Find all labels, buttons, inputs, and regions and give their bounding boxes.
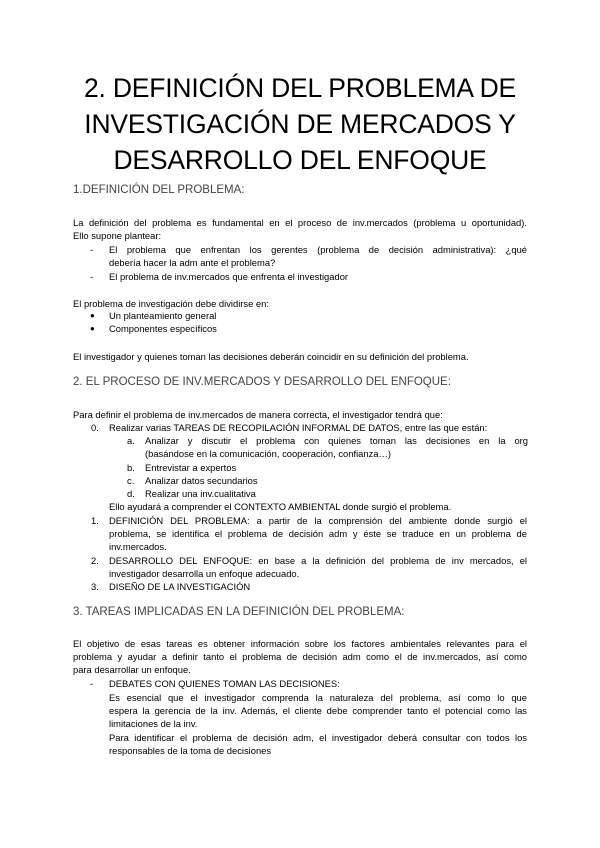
- paragraph-line: El investigador y quienes toman las decisiones deberán coincidir en su definición del problema.: [73, 351, 469, 362]
- list-item: problema, se identifica el problema de decisión adm y éste se traduce en un problema de: [109, 528, 527, 539]
- title-line: INVESTIGACIÓN DE MERCADOS Y: [84, 109, 516, 139]
- section-heading: 1.DEFINICIÓN DEL PROBLEMA:: [73, 184, 245, 196]
- section-heading: 3. TAREAS IMPLICADAS EN LA DEFINICIÓN DEL PROBLEMA:: [73, 606, 405, 618]
- list-marker: a.: [127, 435, 135, 446]
- paragraph-line: espera la gerencia de la inv. Además, el cliente debe comprender tanto el potencial como las: [109, 705, 527, 716]
- section-heading: 2. EL PROCESO DE INV.MERCADOS Y DESARROLLO DEL ENFOQUE:: [73, 376, 451, 388]
- paragraph-line: problema y ayudar a definir tanto el problema de decisión adm como el de inv.mercados, así como: [73, 651, 527, 662]
- list-item: Entrevistar a expertos: [145, 462, 237, 473]
- page-title: [40, 70, 560, 178]
- title-line: DESARROLLO DEL ENFOQUE: [113, 145, 487, 175]
- paragraph-line: El problema de investigación debe dividirse en:: [73, 298, 269, 309]
- list-item: Un planteamiento general: [109, 310, 217, 321]
- list-item: DEBATES CON QUIENES TOMAN LAS DECISIONES:: [109, 678, 340, 689]
- list-item: Realizar varias TAREAS DE RECOPILACIÓN INFORMAL DE DATOS, entre las que están:: [109, 422, 488, 433]
- list-item: El problema que enfrentan los gerentes (problema de decisión administrativa): ¿qué: [109, 244, 527, 255]
- list-marker: d.: [127, 488, 135, 499]
- paragraph-line: El objetivo de esas tareas es obtener información sobre los factores ambientales relevantes para el: [73, 638, 527, 649]
- list-marker: 0.: [91, 422, 99, 433]
- list-item: El problema de inv.mercados que enfrenta el investigador: [109, 271, 349, 282]
- paragraph-line: limitaciones de la inv.: [109, 718, 198, 729]
- list-marker: b.: [127, 462, 135, 473]
- list-marker: -: [90, 678, 94, 689]
- list-marker: -: [90, 244, 94, 255]
- list-marker: 2.: [91, 555, 99, 566]
- paragraph-line: Ello supone plantear:: [73, 230, 162, 241]
- list-marker: 1.: [91, 515, 99, 526]
- list-item: DESARROLLO DEL ENFOQUE: en base a la definición del problema de inv mercados, el: [109, 555, 527, 566]
- bullet-marker: ●: [90, 324, 95, 333]
- list-item: Analizar datos secundarios: [145, 475, 258, 486]
- list-item: Analizar y discutir el problema con quienes toman las decisiones en la org: [145, 435, 528, 446]
- list-item: Realizar una inv.cualitativa: [145, 488, 256, 499]
- bullet-marker: ●: [90, 311, 95, 320]
- paragraph-line: Ello ayudará a comprender el CONTEXTO AMBIENTAL donde surgió el problema.: [109, 501, 452, 512]
- list-marker: -: [90, 271, 94, 282]
- paragraph-line: para desarrollar un enfoque.: [73, 664, 191, 675]
- paragraph-line: Para definir el problema de inv.mercados de manera correcta, el investigador tendrá que:: [73, 409, 443, 420]
- list-item: (basándose en la comunicación, cooperación, confianza…): [145, 448, 391, 459]
- paragraph-line: Es esencial que el investigador comprenda la naturaleza del problema, así como lo que: [109, 692, 527, 703]
- list-item: investigador desarrolla un enfoque adecuado.: [109, 568, 300, 579]
- paragraph-line: Para identificar el problema de decisión adm, el investigador deberá consultar con todos los: [109, 732, 527, 743]
- paragraph-line: La definición del problema es fundamental en el proceso de inv.mercados (problema u oportunidad).: [73, 217, 527, 228]
- list-item: Componentes específicos: [109, 323, 217, 334]
- paragraph-line: responsables de la toma de decisiones: [109, 745, 272, 756]
- list-item: debería hacer la adm ante el problema?: [109, 257, 276, 268]
- list-item: DISEÑO DE LA INVESTIGACIÓN: [109, 581, 251, 592]
- list-marker: 3.: [91, 581, 99, 592]
- title-line: 2. DEFINICIÓN DEL PROBLEMA DE: [83, 73, 517, 103]
- list-item: inv.mercados.: [109, 541, 167, 552]
- list-marker: c.: [127, 475, 135, 486]
- list-item: DEFINICIÓN DEL PROBLEMA: a partir de la comprensión del ambiente donde surgió el: [109, 515, 527, 526]
